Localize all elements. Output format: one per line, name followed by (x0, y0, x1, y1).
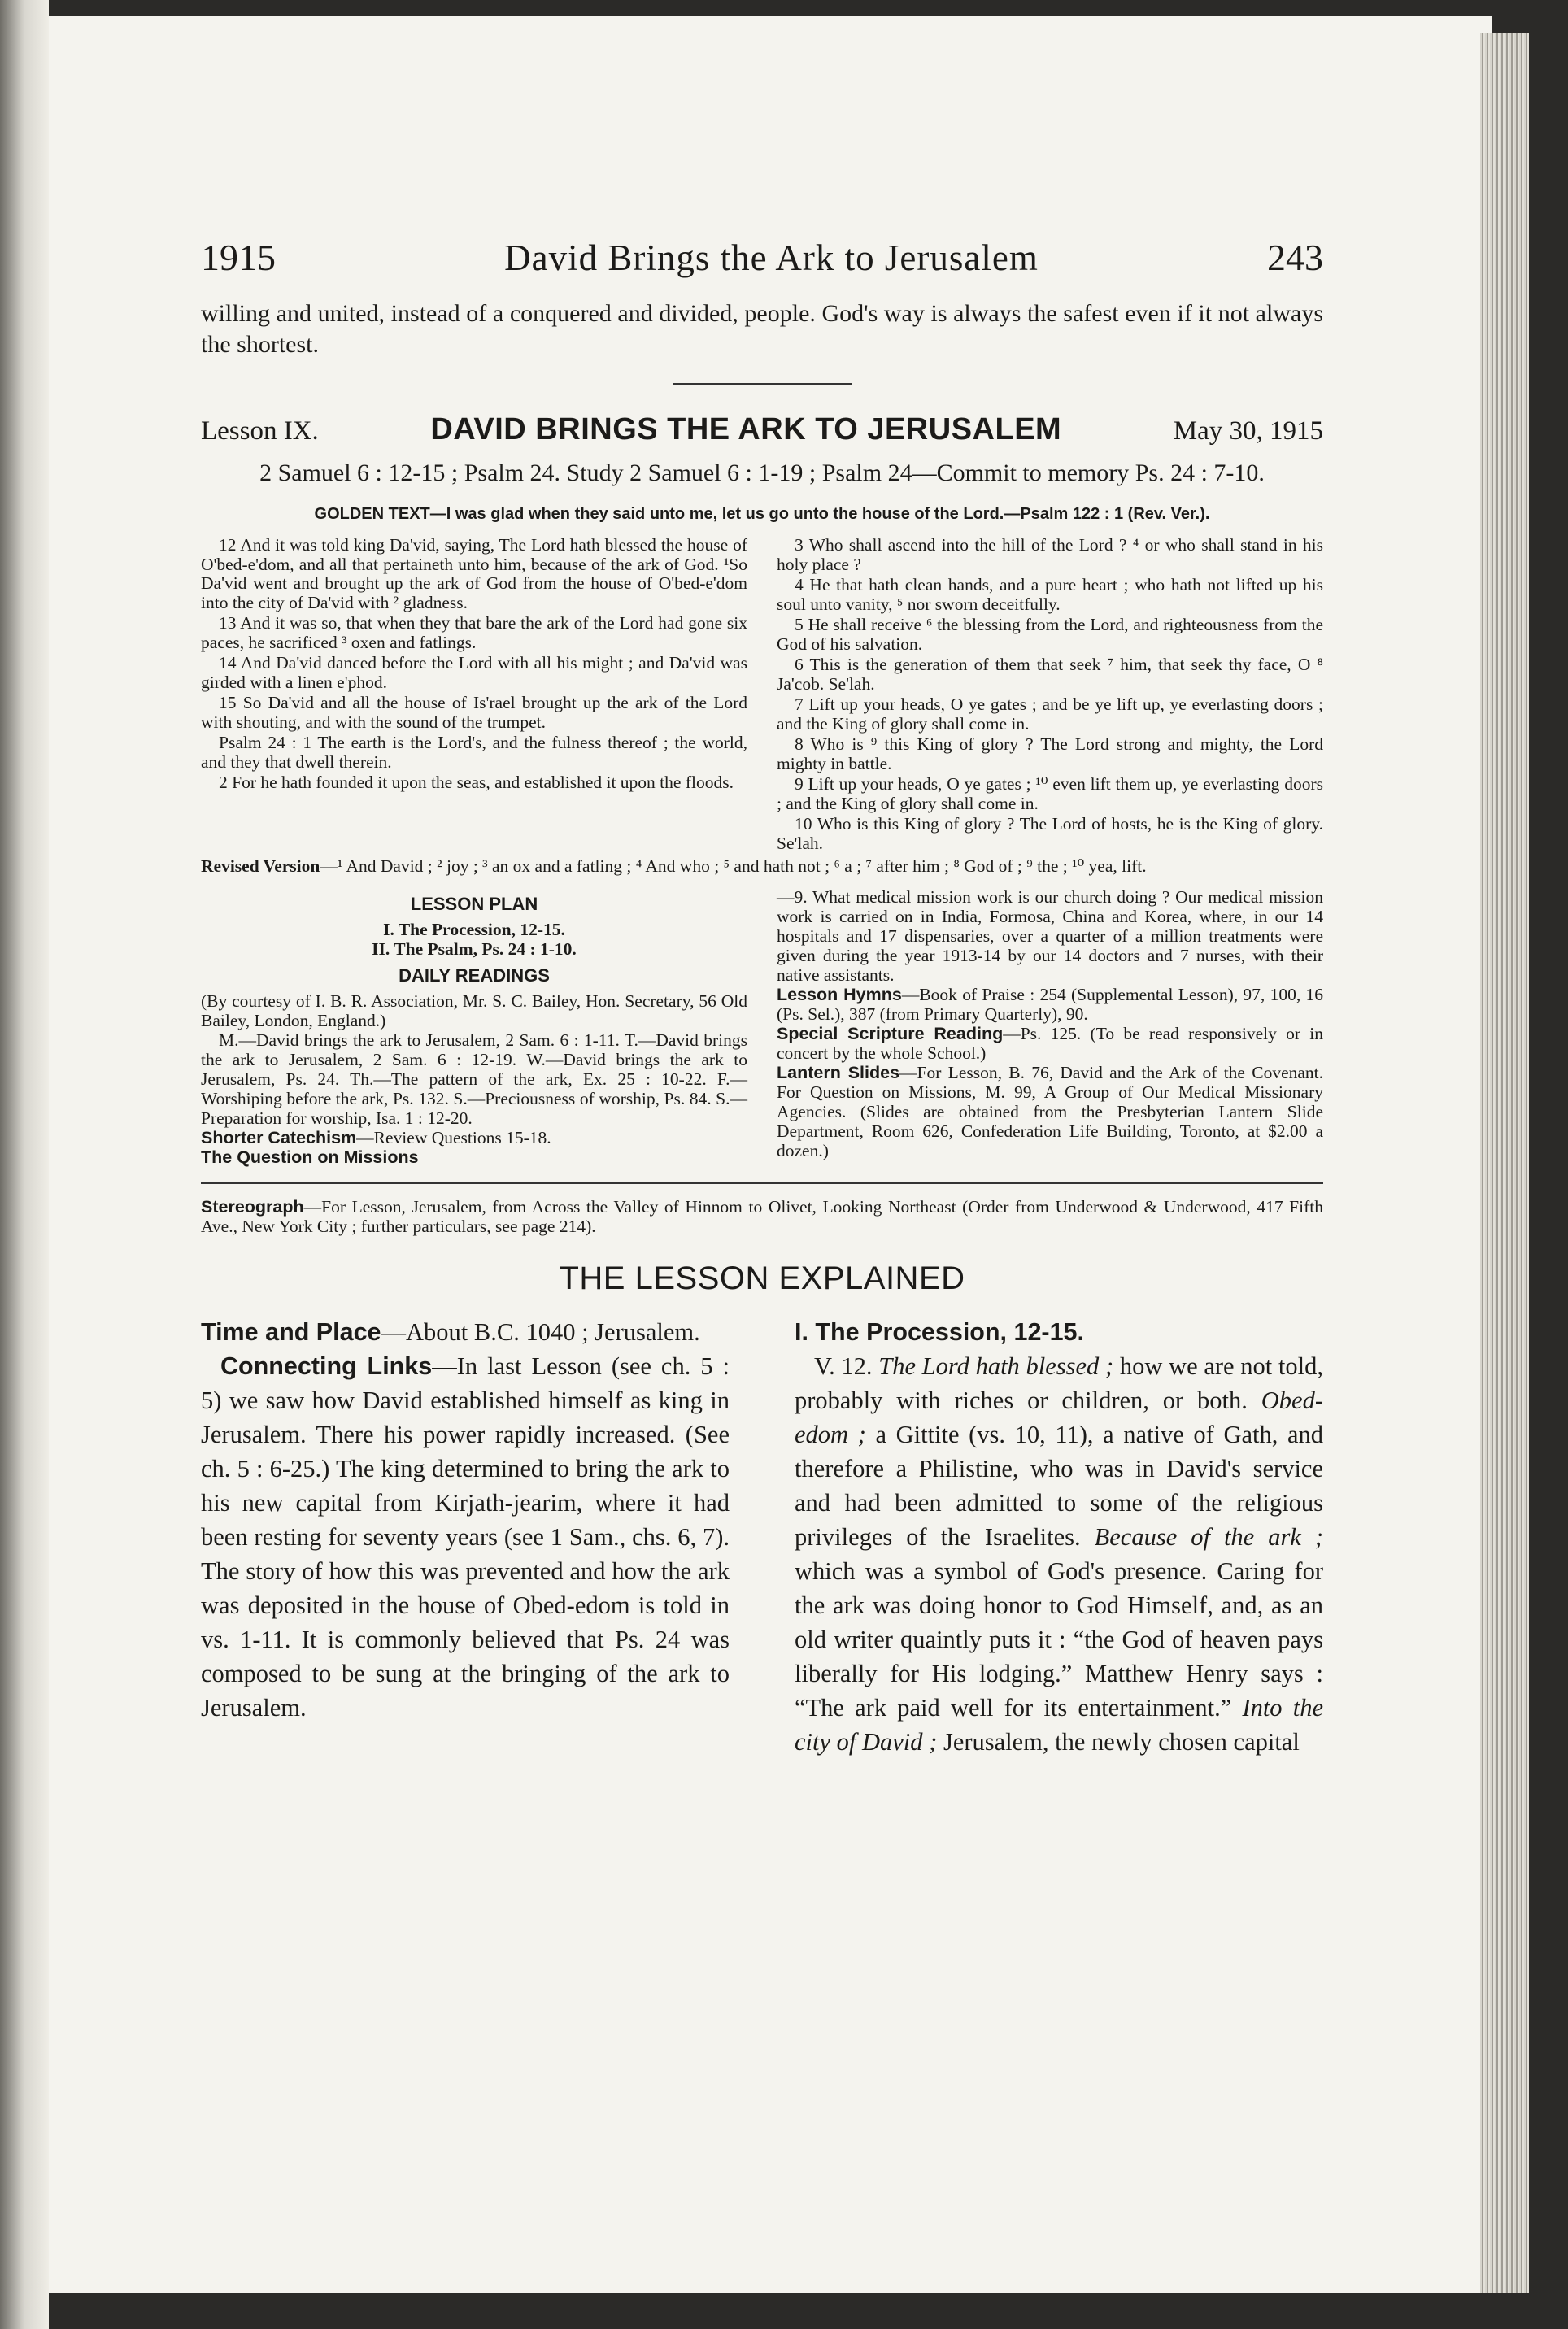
explanation-column-left (201, 1315, 730, 1759)
daily-readings-heading: DAILY READINGS (399, 965, 550, 986)
commentary-italic: Because of the ark ; (1094, 1523, 1323, 1551)
shorter-catechism (201, 1128, 747, 1147)
page-number: 243 (1267, 237, 1323, 278)
revised-version-text: —¹ And David ; ² joy ; ³ an ox and a fatling ; ⁴ And who ; ⁵ and hath not ; ⁶ a ; ⁷ after him ; ⁸ God of ; ⁹ the ; ¹⁰ yea, lift. (320, 856, 1147, 876)
special-reading-label: Special Scripture Reading (777, 1024, 1004, 1043)
running-head-year: 1915 (201, 237, 276, 278)
page-stack-edge (1480, 33, 1529, 2293)
section-divider (673, 383, 852, 385)
lesson-hymns (777, 985, 1323, 1024)
missions-text: —9. What medical mission work is our church doing ? Our medical mission work is carried on in India, Formosa, China and Korea, where, in our 14 hospitals and 17 dispensaries, over a quarter of a million treatments were given during the year 1913-14 by our 14 doctors and 7 nurses, with their native assistants. (777, 887, 1323, 985)
lesson-hymns-text: —Book of Praise : 254 (Supplemental Lesson), 97, 100, 16 (Ps. Sel.), 387 (from Primary Quarterly), 90. (777, 985, 1323, 1024)
lesson-header (201, 412, 1323, 447)
lesson-date: May 30, 1915 (1173, 416, 1323, 446)
connecting-links-text: —In last Lesson (see ch. 5 : 5) we saw how David established himself as king in Jerusalem. There his power rapidly increased. (See ch. 5 : 6-25.) The king determined to bring the ark to his new capital from Kirjath-jearim, where it had been resting for seventy years (see 1 Sam., chs. 6, 7). The story of how this was prevented and how the ark was deposited in the house of Obed-edom is told in vs. 1-11. It is commonly believed that Ps. 24 was composed to be sung at the bringing of the ark to Jerusalem. (201, 1352, 730, 1722)
commentary-italic: Into the city of David ; (795, 1694, 1323, 1756)
stereograph-label: Stereograph (201, 1197, 304, 1217)
scripture-columns (201, 536, 1323, 855)
verse: 6 This is the generation of them that seek ⁷ him, that seek thy face, O ⁸ Ja'cob. Se'lah. (777, 655, 1323, 694)
time-and-place-label: Time and Place (201, 1318, 381, 1346)
lesson-helps-right (777, 887, 1323, 1167)
intro-paragraph: willing and united, instead of a conquered and divided, people. God's way is always the safest even if it not always the shortest. (201, 300, 1323, 358)
page-content (201, 236, 1323, 1759)
commentary-italic: The Lord hath blessed ; (878, 1352, 1114, 1380)
commentary-text: V. 12. (814, 1352, 879, 1380)
special-scripture-reading (777, 1024, 1323, 1063)
lesson-plan-item: II. The Psalm, Ps. 24 : 1-10. (372, 939, 577, 959)
lesson-plan-item: I. The Procession, 12-15. (383, 920, 565, 939)
daily-readings-courtesy: (By courtesy of I. B. R. Association, Mr. S. C. Bailey, Hon. Secretary, 56 Old Bailey, London, England.) (201, 991, 747, 1030)
shorter-catechism-label: Shorter Catechism (201, 1128, 357, 1147)
verse: 15 So Da'vid and all the house of Is'rael brought up the ark of the Lord with shouting, and with the sound of the trumpet. (201, 693, 747, 732)
verse: 9 Lift up your heads, O ye gates ; ¹⁰ even lift them up, ye everlasting doors ; and the King of glory shall come in. (777, 774, 1323, 813)
revised-version-label: Revised Version (201, 856, 320, 876)
verse: 12 And it was told king Da'vid, saying, The Lord hath blessed the house of O'bed-e'dom, and all that pertaineth unto him, because of the ark of God. ¹So Da'vid went and brought up the ark of God from the house of O'bed-e'dom into the city of Da'vid with ² gladness. (201, 535, 747, 612)
connecting-links-label: Connecting Links (220, 1352, 433, 1380)
question-on-missions-label-line (201, 1147, 747, 1167)
verse: 4 He that hath clean hands, and a pure heart ; who hath not lifted up his soul unto vanity, ⁵ nor sworn deceitfully. (777, 575, 1323, 614)
lantern-slides (777, 1063, 1323, 1160)
commentary-text: how we are not told, probably with riches or children, or both. (795, 1352, 1323, 1414)
commentary-text: which was a symbol of God's presence. Caring for the ark was doing honor to God Himself, and, as an old writer quaintly puts it : “the God of heaven pays liberally for His lodging.” Matthew Henry says : “The ark paid well for its entertainment.” (795, 1557, 1323, 1722)
revised-version-note (201, 856, 1323, 876)
time-and-place (201, 1315, 730, 1349)
daily-readings-text: M.—David brings the ark to Jerusalem, 2 Sam. 6 : 1-11. T.—David brings the ark to Jerusalem, 2 Sam. 6 : 12-19. W.—David brings the ark to Jerusalem, Ps. 24. Th.—The pattern of the ark, Ex. 25 : 10-22. F.—Worshiping before the ark, Ps. 132. S.—Preciousness of worship, Ps. 84. S.—Preparation for worship, Isa. 1 : 12-20. (201, 1030, 747, 1128)
previous-page-edge (0, 0, 49, 2329)
verse: 13 And it was so, that when they that bare the ark of the Lord had gone six paces, he sacrificed ³ oxen and fatlings. (201, 613, 747, 652)
verse: 10 Who is this King of glory ? The Lord of hosts, he is the King of glory. Se'lah. (777, 814, 1323, 853)
explanation-columns (201, 1315, 1323, 1759)
lantern-slides-text: —For Lesson, B. 76, David and the Ark of the Covenant. For Question on Missions, M. 99, A Group of Our Medical Missionary Agencies. (Slides are obtained from the Presbyterian Lantern Slide Department, Room 626, Confederation Life Building, Toronto, at $2.00 a dozen.) (777, 1063, 1323, 1160)
explanation-column-right (795, 1315, 1323, 1759)
stereograph-note (201, 1197, 1323, 1236)
time-and-place-text: —About B.C. 1040 ; Jerusalem. (381, 1318, 700, 1346)
missions-label: The Question on Missions (201, 1147, 419, 1167)
verse-12-commentary (795, 1349, 1323, 1759)
lesson-number: Lesson IX. (201, 416, 319, 446)
connecting-links (201, 1349, 730, 1725)
verse: 7 Lift up your heads, O ye gates ; and be ye lift up, ye everlasting doors ; and the King of glory shall come in. (777, 694, 1323, 734)
lesson-helps-columns (201, 887, 1323, 1167)
shorter-catechism-text: —Review Questions 15-18. (356, 1128, 551, 1147)
section-divider-full (201, 1182, 1323, 1184)
verse: 5 He shall receive ⁶ the blessing from the Lord, and righteousness from the God of his salvation. (777, 615, 1323, 654)
commentary-italic: Obed-edom ; (795, 1387, 1323, 1448)
commentary-text: Jerusalem, the newly chosen capital (937, 1728, 1300, 1756)
verse: 2 For he hath founded it upon the seas, and established it upon the floods. (219, 773, 734, 792)
special-reading-text: —Ps. 125. (To be read responsively or in concert by the whole School.) (777, 1024, 1323, 1063)
commentary-text: a Gittite (vs. 10, 11), a native of Gath, and therefore a Philistine, who was in David's service and had been admitted to some of the religious privileges of the Israelites. (795, 1421, 1323, 1551)
lesson-title: DAVID BRINGS THE ARK TO JERUSALEM (430, 412, 1062, 446)
scripture-references: 2 Samuel 6 : 12-15 ; Psalm 24. Study 2 Samuel 6 : 1-19 ; Psalm 24—Commit to memory Ps. 24 : 7-10. (259, 459, 1265, 486)
verse: 8 Who is ⁹ this King of glory ? The Lord strong and mighty, the Lord mighty in battle. (777, 734, 1323, 773)
verse: Psalm 24 : 1 The earth is the Lord's, and the fulness thereof ; the world, and they that dwell therein. (201, 733, 747, 772)
stereograph-text: —For Lesson, Jerusalem, from Across the Valley of Hinnom to Olivet, Looking Northeast (Order from Underwood & Underwood, 417 Fifth Ave., New York City ; further particulars, see page 214). (201, 1197, 1323, 1236)
scripture-column-left (201, 536, 747, 855)
golden-text: GOLDEN TEXT—I was glad when they said unto me, let us go unto the house of the Lord.—Psalm 122 : 1 (Rev. Ver.). (314, 505, 1210, 523)
running-head-title: David Brings the Ark to Jerusalem (504, 237, 1039, 278)
lantern-slides-label: Lantern Slides (777, 1063, 900, 1082)
lesson-hymns-label: Lesson Hymns (777, 985, 902, 1004)
running-head (201, 236, 1323, 279)
verse: 14 And Da'vid danced before the Lord with all his might ; and Da'vid was girded with a linen e'phod. (201, 653, 747, 692)
lesson-explained-heading: THE LESSON EXPLAINED (559, 1260, 965, 1296)
scripture-column-right (777, 536, 1323, 855)
procession-heading: I. The Procession, 12-15. (795, 1318, 1084, 1346)
lesson-plan-heading: LESSON PLAN (410, 894, 538, 914)
verse: 3 Who shall ascend into the hill of the Lord ? ⁴ or who shall stand in his holy place ? (777, 535, 1323, 574)
lesson-helps-left (201, 887, 747, 1167)
